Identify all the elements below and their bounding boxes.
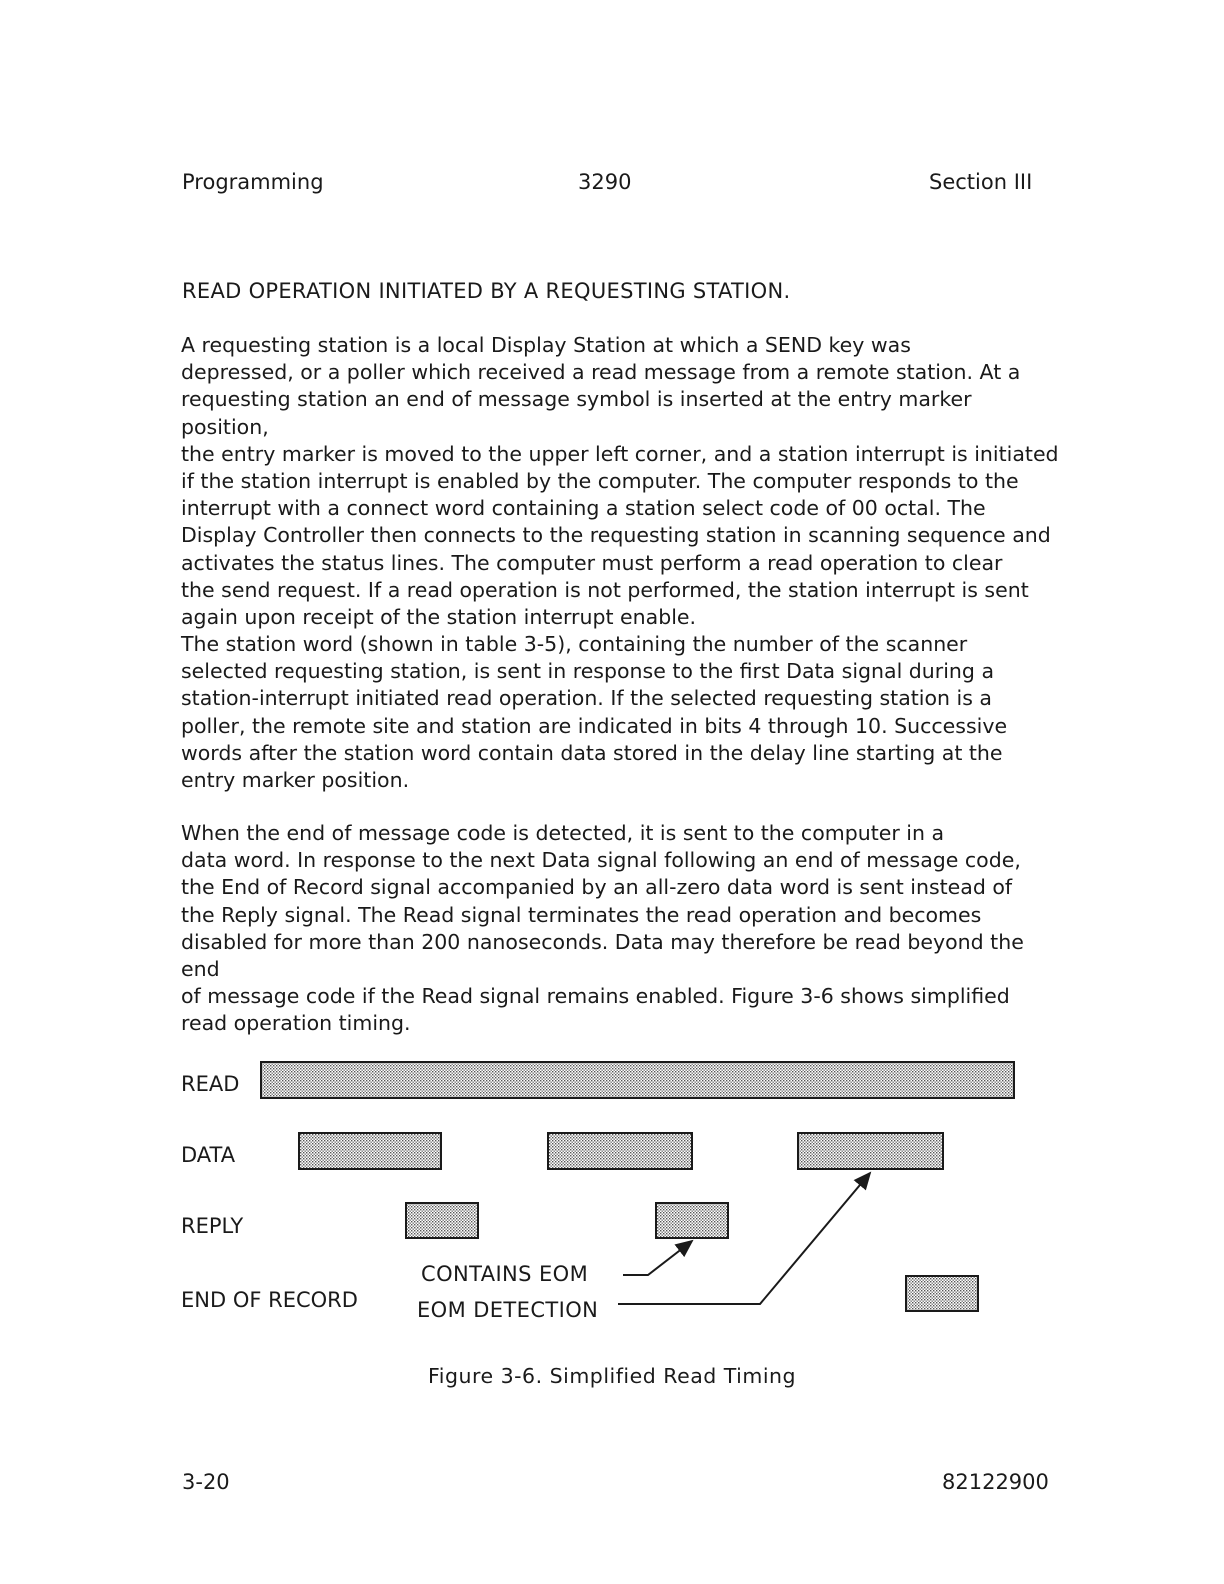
- paragraph-end-of-message: When the end of message code is detected, it is sent to the computer in a data word. In response to the next Data signal following an end of message code, the End of Record signal accompanied by an all-zero data word is sent instead of the Reply signal. The Read signal terminates the read operation and becomes disabled for more than 200 nanoseconds. Data may therefore be read beyond the end of message code if the Read signal remains enabled. Figure 3-6 shows simplified read operation timing.: [181, 821, 1024, 1036]
- document-number: 82122900: [942, 1470, 1049, 1494]
- header-section-title: Programming: [182, 170, 324, 194]
- signal-label-reply: REPLY: [181, 1214, 244, 1238]
- data-signal-pulse-1: [299, 1133, 441, 1169]
- read-signal-pulse: [261, 1062, 1014, 1098]
- annotation-contains-eom: CONTAINS EOM: [421, 1262, 589, 1286]
- data-signal-pulse-3: [798, 1133, 943, 1169]
- reply-signal-pulse-2: [656, 1203, 728, 1238]
- signal-label-data: DATA: [181, 1143, 236, 1167]
- page-number: 3-20: [182, 1470, 230, 1494]
- annotation-eom-detection: EOM DETECTION: [417, 1298, 599, 1322]
- figure-caption: Figure 3-6. Simplified Read Timing: [428, 1364, 797, 1388]
- header-model-number: 3290: [578, 170, 632, 194]
- reply-signal-pulse-1: [406, 1203, 478, 1238]
- header-section-number: Section III: [929, 170, 1033, 194]
- signal-label-read: READ: [181, 1072, 240, 1096]
- data-signal-pulse-2: [548, 1133, 692, 1169]
- paragraph-station-word: The station word (shown in table 3-5), containing the number of the scanner selected requesting station, is sent in response to the first Data signal during a station-interrupt initiated read operation. If the selected requesting station is a poller, the remote site and station are indicated in bits 4 through 10. Successive words after the station word contain data stored in the delay line starting at the entry marker position.: [181, 632, 1008, 793]
- contains-eom-arrow: [623, 1241, 692, 1275]
- section-heading: READ OPERATION INITIATED BY A REQUESTING STATION.: [182, 279, 791, 303]
- end-of-record-pulse: [906, 1276, 978, 1311]
- signal-label-end-of-record: END OF RECORD: [181, 1288, 358, 1312]
- paragraph-requesting-station: A requesting station is a local Display Station at which a SEND key was depressed, or a poller which received a read message from a remote station. At a requesting station an end of message symbol is inserted at the entry marker position, the entry marker is moved to the upper left corner, and a station interrupt is initiated if the station interrupt is enabled by the computer. The computer responds to the interrupt with a connect word containing a station select code of 00 octal. The Display Controller then connects to the requesting station in scanning sequence and activates the status lines. The computer must perform a read operation to clear the send request. If a read operation is not performed, the station interrupt is sent again upon receipt of the station interrupt enable.: [181, 333, 1059, 630]
